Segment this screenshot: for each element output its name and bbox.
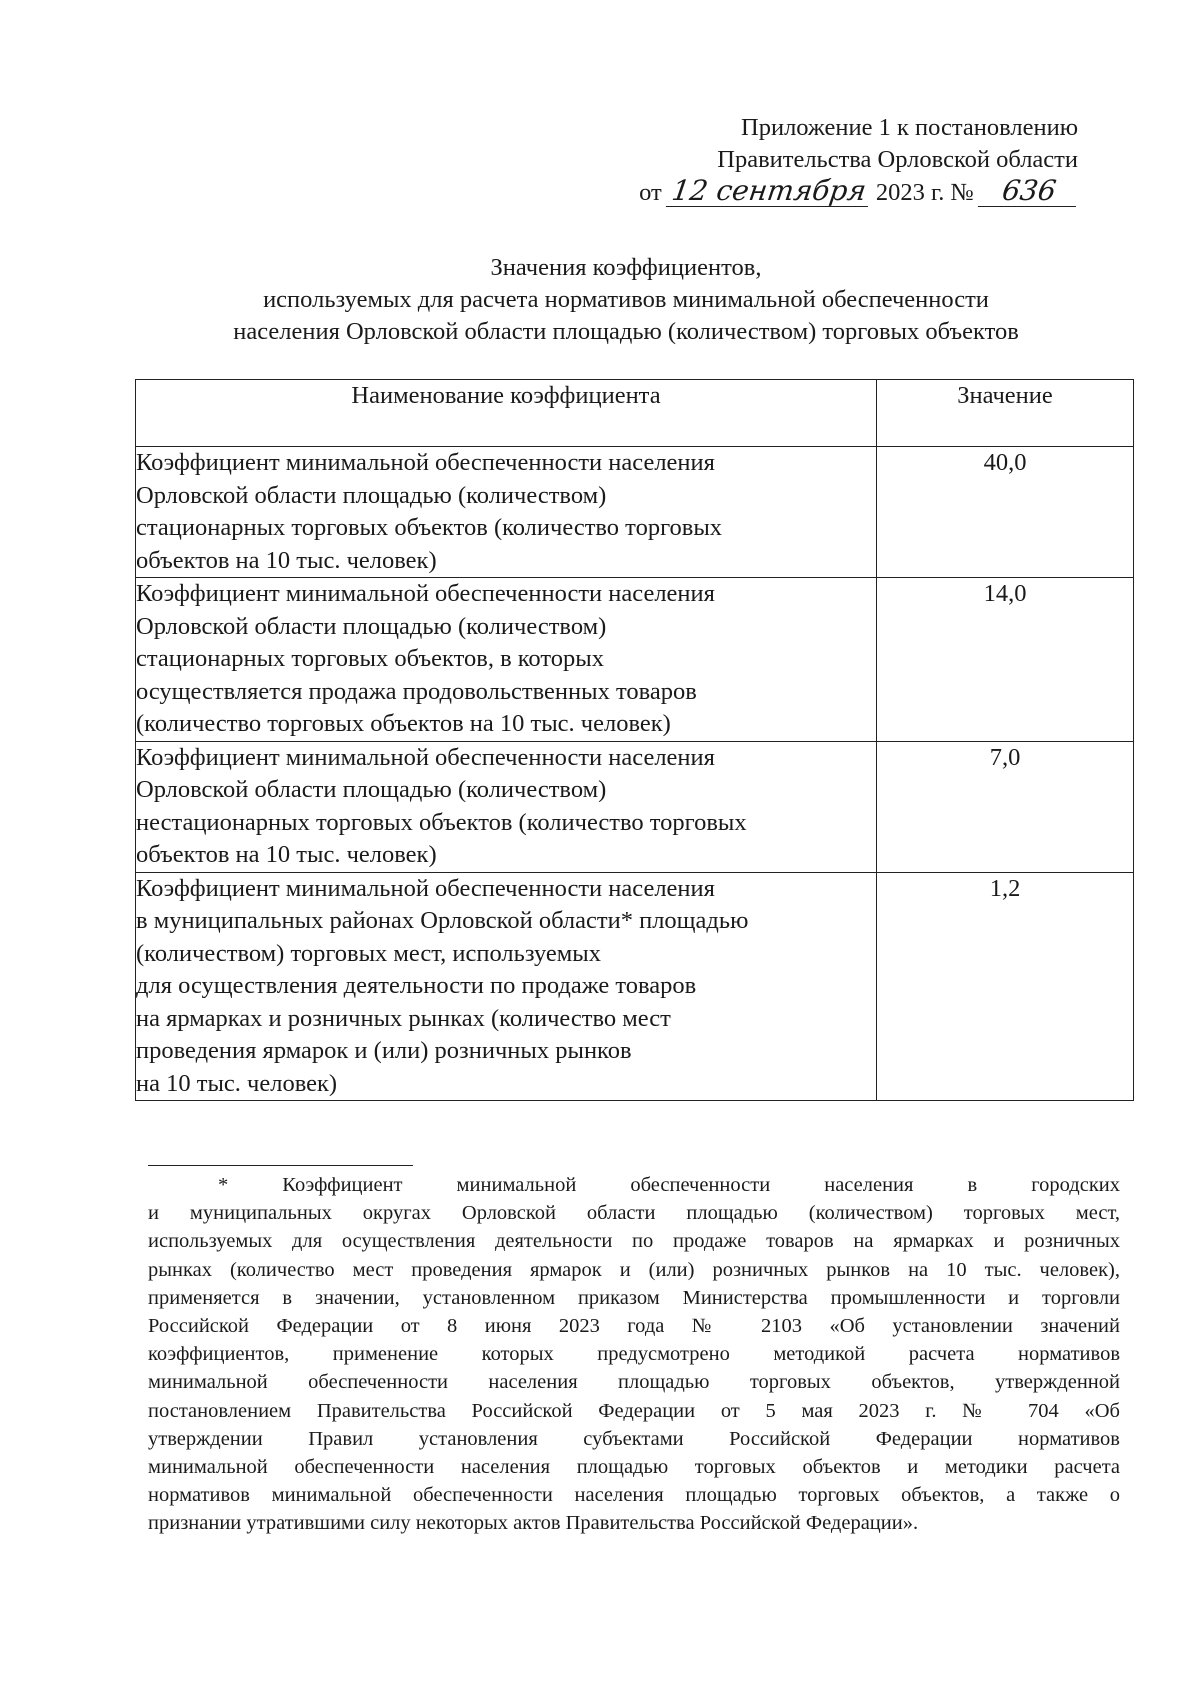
footnote-line: коэффициентов, применение которых предусмотрено методикой расчета нормативов (148, 1343, 1120, 1366)
name-line: нестационарных торговых объектов (количество торговых (136, 808, 747, 836)
name-line: на 10 тыс. человек) (136, 1069, 338, 1097)
coefficient-name (136, 578, 877, 742)
footnote-line: минимальной обеспеченности населения площадью торговых объектов и методики расчета (148, 1456, 1120, 1479)
name-line: Орловской области площадью (количеством) (136, 776, 607, 803)
appendix-line-1: Приложение 1 к постановлению (741, 114, 1078, 141)
date-prefix: от (639, 179, 662, 206)
header-name: Наименование коэффициента (136, 380, 877, 447)
name-line: объектов на 10 тыс. человек) (136, 841, 437, 868)
name-line: Коэффициент минимальной обеспеченности населения (136, 449, 715, 476)
coefficient-value: 14,0 (877, 578, 1134, 742)
document-year: 2023 г. № (875, 179, 974, 206)
footnote-line: постановлением Правительства Российской Федерации от 5 мая 2023 г. № 704 «Об (148, 1399, 1120, 1422)
title-line-3: населения Орловской области площадью (количеством) торговых объектов (233, 318, 1019, 345)
name-line: (количеством) торговых мест, используемых (136, 939, 601, 967)
title-line-2: используемых для расчета нормативов минимальной обеспеченности (263, 286, 989, 313)
footnote-line: применяется в значении, установленном приказом Министерства промышленности и торговли (148, 1286, 1120, 1309)
name-line: Орловской области площадью (количеством) (136, 612, 607, 640)
name-line: осуществляется продажа продовольственных товаров (136, 677, 697, 705)
coefficients-table (135, 379, 1134, 1101)
appendix-header (639, 112, 1078, 209)
name-line: для осуществления деятельности по продаже товаров (136, 972, 697, 999)
name-line: на ярмарках и розничных рынках (количество мест (136, 1004, 671, 1032)
name-line: Коэффициент минимальной обеспеченности населения (136, 874, 715, 902)
name-line: объектов на 10 тыс. человек) (136, 546, 437, 574)
header-value: Значение (877, 380, 1134, 447)
name-line: в муниципальных районах Орловской области* площадью (136, 907, 749, 934)
footnote-line: и муниципальных округах Орловской области площадью (количеством) торговых мест, (148, 1202, 1120, 1225)
table-row (136, 872, 1134, 1101)
coefficient-value: 1,2 (877, 872, 1134, 1101)
footnote-line: утверждении Правил установления субъектами Российской Федерации нормативов (148, 1427, 1120, 1450)
name-line: стационарных торговых объектов (количество торговых (136, 514, 723, 541)
coefficient-value: 7,0 (877, 741, 1134, 872)
footnote-line: рынках (количество мест проведения ярмарок и (или) розничных рынков на 10 тыс. человек), (148, 1258, 1120, 1281)
table-row (136, 741, 1134, 872)
handwritten-number: 636 (978, 176, 1080, 207)
table-header-row (136, 380, 1134, 447)
footnote-line: используемых для осуществления деятельности по продаже товаров на ярмарках и розничных (148, 1230, 1120, 1253)
coefficient-name (136, 872, 877, 1101)
footnote-line: Российской Федерации от 8 июня 2023 года № 2103 «Об установлении значений (148, 1315, 1120, 1338)
appendix-date-line (639, 176, 1078, 209)
title-line-1: Значения коэффициентов, (490, 254, 762, 281)
name-line: стационарных торговых объектов, в которых (136, 645, 604, 672)
handwritten-date: 12 сентября (666, 176, 872, 207)
appendix-line-2: Правительства Орловской области (717, 146, 1078, 173)
name-line: Коэффициент минимальной обеспеченности населения (136, 743, 715, 771)
table-row (136, 447, 1134, 578)
footnote (148, 1171, 1120, 1538)
coefficient-name (136, 741, 877, 872)
name-line: проведения ярмарок и (или) розничных рынков (136, 1037, 632, 1064)
name-line: Орловской области площадью (количеством) (136, 481, 607, 509)
coefficient-name (136, 447, 877, 578)
name-line: (количество торговых объектов на 10 тыс. человек) (136, 710, 671, 737)
table-row (136, 578, 1134, 742)
document-title (160, 252, 1092, 348)
footnote-separator (148, 1165, 413, 1166)
footnote-line: нормативов минимальной обеспеченности населения площадью торговых объектов, а также о (148, 1484, 1120, 1507)
name-line: Коэффициент минимальной обеспеченности населения (136, 580, 715, 607)
footnote-line: * Коэффициент минимальной обеспеченности населения в городских (218, 1174, 1120, 1196)
footnote-line: признании утратившими силу некоторых актов Правительства Российской Федерации». (148, 1512, 919, 1535)
coefficient-value: 40,0 (877, 447, 1134, 578)
footnote-line: минимальной обеспеченности населения площадью торговых объектов, утвержденной (148, 1371, 1120, 1394)
